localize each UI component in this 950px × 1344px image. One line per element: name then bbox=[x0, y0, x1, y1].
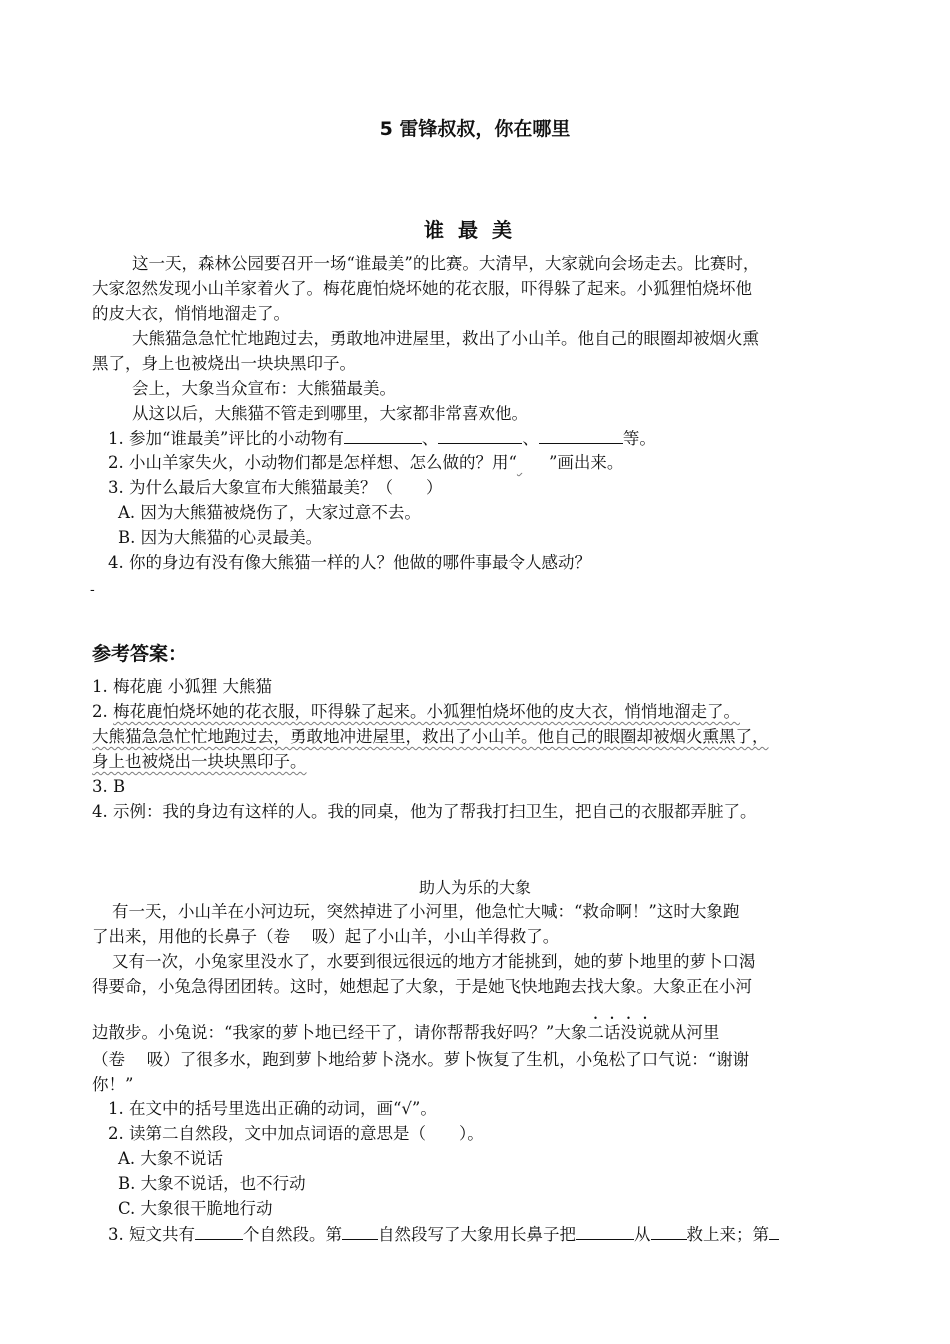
story1-line: 大熊猫急急忙忙地跑过去，勇敢地冲进屋里，救出了小山羊。他自己的眼圈却被烟火熏 bbox=[132, 329, 759, 348]
q1-prefix: 1. 参加“谁最美”评比的小动物有 bbox=[108, 429, 344, 448]
story1-line: 黑了，身上也被烧出一块块黑印子。 bbox=[92, 354, 356, 373]
answer-blank[interactable] bbox=[344, 427, 422, 444]
q3-text: 从 bbox=[634, 1225, 651, 1244]
q3-text: 救上来；第 bbox=[686, 1225, 769, 1244]
story2-line: 又有一次，小兔家里没水了，水要到很远很远的地方才能挑到，她的萝卜地里的萝卜口渴 bbox=[112, 952, 756, 971]
wavy-line-sample bbox=[517, 452, 549, 474]
story2-line: 有一天，小山羊在小河边玩，突然掉进了小河里，他急忙大喊：“救命啊！”这时大象跑 bbox=[112, 902, 740, 921]
answer-blank[interactable] bbox=[651, 1223, 687, 1240]
option-c: C. 大象很干脆地行动 bbox=[118, 1199, 273, 1218]
answer-2-continued bbox=[92, 751, 307, 773]
story2-line: 得要命，小兔急得团团转。这时，她想起了大象，于是她飞快地跑去找大象。大象正在小河 bbox=[92, 977, 752, 996]
dash-mark: - bbox=[90, 582, 95, 598]
story2-text: 就从河里 bbox=[653, 1023, 720, 1042]
answer-2-text: 梅花鹿怕烧坏她的花衣服，吓得躲了起来。小狐狸怕烧坏他的皮大衣，悄悄地溜走了。 bbox=[113, 702, 740, 721]
story2-question-3 bbox=[108, 1223, 779, 1246]
story1-line: 从这以后，大熊猫不管走到哪里，大家都非常喜欢他。 bbox=[132, 404, 528, 423]
answer-2-number: 2. bbox=[92, 702, 113, 721]
option-b: B. 因为大熊猫的心灵最美。 bbox=[118, 528, 323, 547]
option-b: B. 大象不说话，也不行动 bbox=[118, 1174, 306, 1193]
answer-blank[interactable] bbox=[195, 1223, 243, 1240]
answer-2-text: 大熊猫急急忙忙地跑过去，勇敢地冲进屋里，救出了小山羊。他自己的眼圈却被烟火熏黑了， bbox=[92, 727, 769, 746]
dotted-phrase: 二话没说 bbox=[587, 1023, 654, 1042]
story2-title: 助人为乐的大象 bbox=[418, 878, 531, 897]
q2-prefix: 2. 小山羊家失火，小动物们都是怎样想、怎么做的？用“ bbox=[108, 453, 517, 472]
answer-4: 4. 示例：我的身边有这样的人。我的同桌，他为了帮我打扫卫生，把自己的衣服都弄脏了。 bbox=[92, 802, 757, 821]
story2-text: 边散步。小兔说：“我家的萝卜地已经干了，请你帮帮我好吗？”大象 bbox=[92, 1023, 588, 1042]
answer-blank[interactable] bbox=[576, 1223, 634, 1240]
story1-question-4: 4. 你的身边有没有像大熊猫一样的人？他做的哪件事最令人感动？ bbox=[108, 553, 591, 572]
answer-3: 3. B bbox=[92, 777, 126, 796]
story2-question-2: 2. 读第二自然段，文中加点词语的意思是（ ）。 bbox=[108, 1124, 484, 1143]
answer-blank[interactable] bbox=[769, 1223, 779, 1240]
story1-line: 的皮大衣，悄悄地溜走了。 bbox=[92, 304, 290, 323]
answers-heading: 参考答案： bbox=[92, 643, 188, 665]
q1-suffix: 等。 bbox=[622, 429, 656, 448]
q3-text: 自然段写了大象用长鼻子把 bbox=[378, 1225, 576, 1244]
story2-line: 了出来，用他的长鼻子（卷 吸）起了小山羊，小山羊得救了。 bbox=[92, 927, 560, 946]
story1-line: 这一天，森林公园要召开一场“谁最美”的比赛。大清早，大家就向会场走去。比赛时， bbox=[132, 254, 760, 273]
story1-line: 大家忽然发现小山羊家着火了。梅花鹿怕烧坏她的花衣服，吓得躲了起来。小狐狸怕烧坏他 bbox=[92, 279, 752, 298]
story1-title: 谁最美 bbox=[424, 218, 526, 242]
q1-separator: 、 bbox=[522, 429, 539, 448]
story1-question-2 bbox=[108, 452, 623, 474]
q3-text: 个自然段。第 bbox=[243, 1225, 342, 1244]
answer-blank[interactable] bbox=[438, 427, 522, 444]
story2-line: 你！” bbox=[92, 1075, 134, 1094]
story2-line bbox=[92, 1014, 719, 1044]
story2-line: （卷 吸）了很多水，跑到萝卜地给萝卜浇水。萝卜恢复了生机，小兔松了口气说：“谢谢 bbox=[92, 1050, 750, 1069]
story2-question-1: 1. 在文中的括号里选出正确的动词，画“√”。 bbox=[108, 1099, 437, 1118]
answer-blank[interactable] bbox=[539, 427, 623, 444]
option-a: A. 大象不说话 bbox=[118, 1149, 223, 1168]
q3-text: 3. 短文共有 bbox=[108, 1225, 195, 1244]
option-a: A. 因为大熊猫被烧伤了，大家过意不去。 bbox=[118, 503, 421, 522]
answer-2 bbox=[92, 701, 740, 723]
lesson-title: 5 雷锋叔叔，你在哪里 bbox=[379, 118, 571, 140]
answer-blank[interactable] bbox=[342, 1223, 378, 1240]
story1-question-1 bbox=[108, 427, 656, 450]
q2-suffix: ”画出来。 bbox=[548, 453, 624, 472]
answer-1: 1. 梅花鹿 小狐狸 大熊猫 bbox=[92, 677, 272, 696]
q1-separator: 、 bbox=[421, 429, 439, 448]
answer-2-text: 身上也被烧出一块块黑印子。 bbox=[92, 752, 307, 771]
story1-question-3: 3. 为什么最后大象宣布大熊猫最美？（ ） bbox=[108, 478, 443, 497]
story1-line: 会上，大象当众宣布：大熊猫最美。 bbox=[132, 379, 396, 398]
answer-2-continued bbox=[92, 726, 769, 748]
